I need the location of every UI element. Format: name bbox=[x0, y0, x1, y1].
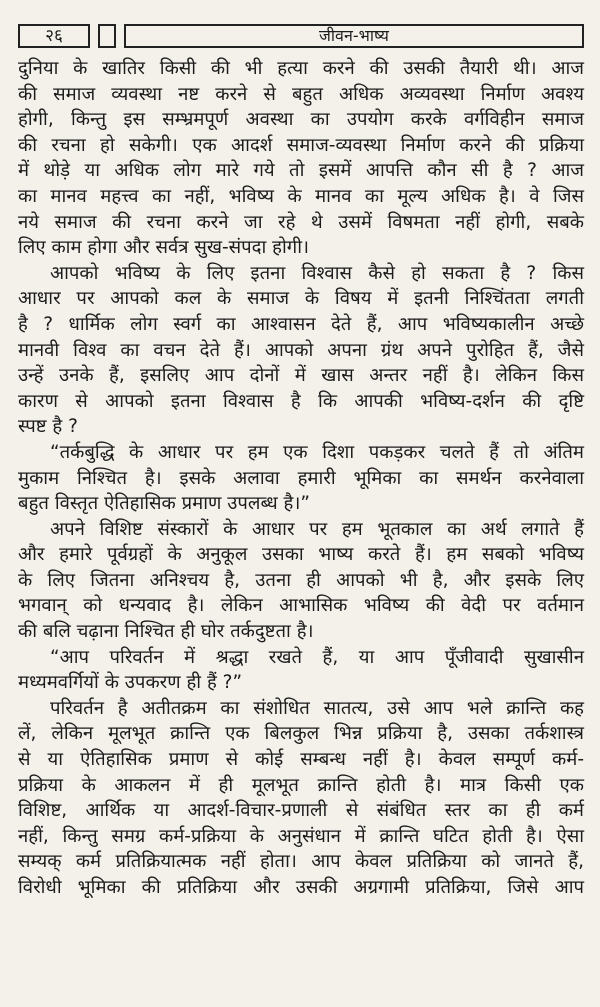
text-line: में थोड़े या अधिक लोग मारे गये तो इसमें आपत्ति कौन सी है ? आज bbox=[18, 160, 584, 182]
text-line: है ? धार्मिक लोग स्वर्ग का आश्वासन देते हैं, आप भविष्यकालीन अच्छे bbox=[18, 313, 584, 335]
text-line: सम्यक् कर्म प्रतिक्रियात्मक नहीं होता। आप केवल प्रतिक्रिया को जानते हैं, bbox=[18, 851, 584, 873]
text-line: का मानव महत्त्व का नहीं, भविष्य के मानव का मूल्य अधिक है। वे जिस bbox=[18, 185, 584, 207]
text-line: नहीं, किन्तु समग्र कर्म-प्रक्रिया के अनुसंधान में क्रान्ति घटित होती है। ऐसा bbox=[18, 825, 584, 847]
text-line: मुकाम निश्चित है। इसके अलावा हमारी भूमिका का समर्थन करनेवाला bbox=[18, 467, 584, 489]
text-line: प्रक्रिया के आकलन में ही मूलभूत क्रान्ति होती है। मात्र किसी एक bbox=[18, 774, 584, 796]
running-title: जीवन-भाष्य bbox=[124, 24, 584, 48]
text-line: कारण से आपको इतना विश्वास है कि आपकी भविष्य-दर्शन की दृष्टि bbox=[18, 390, 584, 412]
text-line: स्पष्ट है ? bbox=[18, 416, 78, 438]
text-line: विरोधी भूमिका की प्रतिक्रिया और उसकी अग्रगामी प्रतिक्रिया, जिसे आप bbox=[18, 877, 584, 898]
text-line: अपने विशिष्ट संस्कारों के आधार पर हम भूतकाल का अर्थ लगाते हैं bbox=[50, 518, 584, 540]
text-line: से या ऐतिहासिक प्रमाण से कोई सम्बन्ध नहीं है। केवल सम्पूर्ण कर्म- bbox=[18, 749, 584, 771]
text-line: मानवी विश्व का वचन देते हैं। आपको अपना ग्रंथ अपने पुरोहित हैं, जैसे bbox=[18, 339, 584, 361]
text-line: भगवान् को धन्यवाद है। लेकिन आभासिक भविष्य की वेदी पर वर्तमान bbox=[18, 595, 584, 617]
text-line: आपको भविष्य के लिए इतना विश्वास कैसे हो सकता है ? किस bbox=[50, 262, 584, 284]
text-line: की समाज व्यवस्था नष्ट करने से बहुत अधिक अव्यवस्था निर्माण अवश्य bbox=[18, 83, 584, 105]
text-line: के लिए जितना अनिश्चय है, उतना ही आपको भी है, और इसके लिए bbox=[18, 569, 584, 591]
text-line: विशिष्ट, आर्थिक या आदर्श-विचार-प्रणाली से संबंधित स्तर का ही कर्म bbox=[18, 800, 584, 822]
page-body bbox=[18, 56, 584, 901]
text-line: बहुत विस्तृत ऐतिहासिक प्रमाण उपलब्ध है।” bbox=[18, 493, 310, 515]
text-line: की रचना हो सकेगी। एक आदर्श समाज-व्यवस्था निर्माण करने की प्रक्रिया bbox=[18, 134, 584, 156]
text-line: मध्यमवर्गियों के उपकरण ही हैं ?” bbox=[18, 672, 243, 694]
text-line: की बलि चढ़ाना निश्चित ही घोर तर्कदुष्टता है। bbox=[18, 621, 314, 643]
text-line: और हमारे पूर्वग्रहों के अनुकूल उसका भाष्य करते हैं। हम सबको भविष्य bbox=[18, 544, 584, 566]
text-line: आधार पर आपको कल के समाज के विषय में इतनी निश्चिंतता लगती bbox=[18, 288, 584, 310]
text-line: उन्हें उनके हैं, इसलिए आप दोनों में खास अन्तर नहीं है। लेकिन किस bbox=[18, 365, 584, 387]
page-number: २६ bbox=[18, 24, 90, 48]
text-line: परिवर्तन है अतीतक्रम का संशोधित सातत्य, उसे आप भले क्रान्ति कह bbox=[50, 697, 584, 719]
text-line: नये समाज की रचना करने जा रहे थे उसमें विषमता नहीं होगी, सबके bbox=[18, 211, 584, 233]
text-line: लें, लेकिन मूलभूत क्रान्ति एक बिलकुल भिन्न प्रक्रिया है, उसका तर्कशास्त्र bbox=[18, 723, 584, 745]
text-line: होगी, किन्तु इस सम्भ्रमपूर्ण अवस्था का उपयोग करके वर्गविहीन समाज bbox=[18, 109, 584, 131]
text-line: “तर्कबुद्धि के आधार पर हम एक दिशा पकड़कर चलते हैं तो अंतिम bbox=[50, 441, 584, 463]
page-header bbox=[18, 24, 584, 50]
header-separator-box bbox=[98, 24, 116, 48]
text-line: लिए काम होगा और सर्वत्र सुख-संपदा होगी। bbox=[18, 237, 310, 259]
text-line: “आप परिवर्तन में श्रद्धा रखते हैं, या आप पूँजीवादी सुखासीन bbox=[50, 646, 584, 668]
text-line: दुनिया के खातिर किसी की भी हत्या करने की उसकी तैयारी थी। आज bbox=[18, 58, 584, 79]
